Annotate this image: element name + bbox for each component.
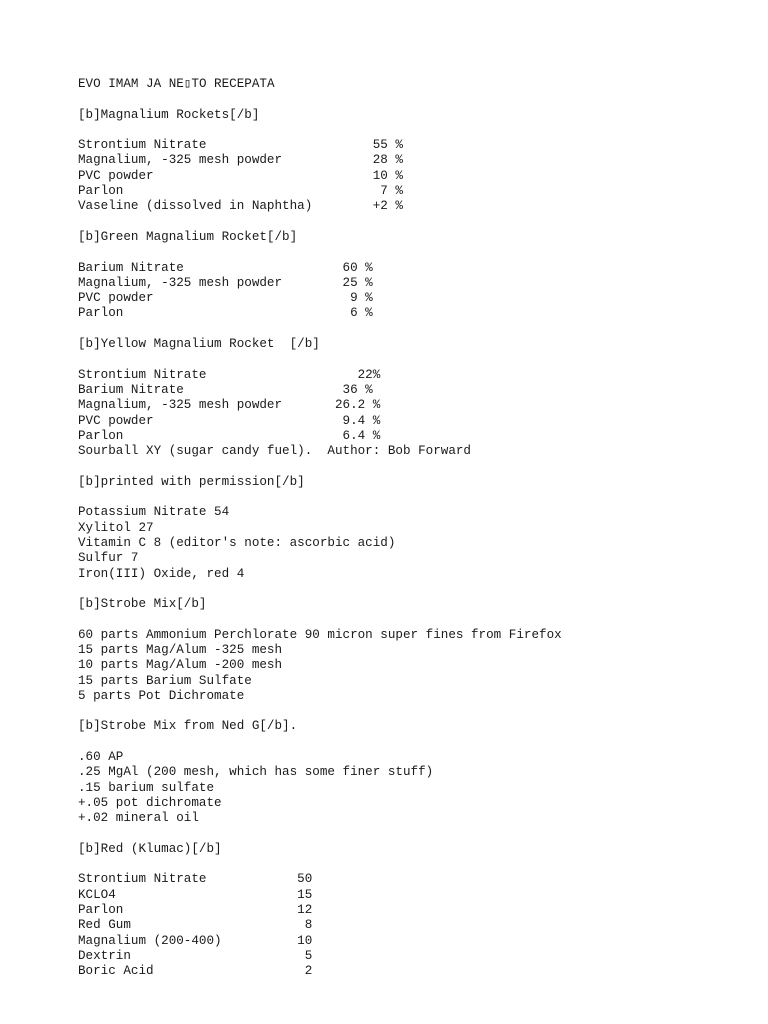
text-line: Magnalium, -325 mesh powder 25 % bbox=[78, 275, 373, 290]
text-line: Magnalium, -325 mesh powder 28 % bbox=[78, 153, 403, 168]
blank-line bbox=[78, 459, 758, 474]
text-line: +.05 pot dichromate bbox=[78, 795, 222, 810]
text-line: [b]Magnalium Rockets[/b] bbox=[78, 107, 260, 122]
document-body bbox=[78, 77, 758, 980]
text-line: 15 parts Mag/Alum -325 mesh bbox=[78, 642, 283, 657]
text-line: EVO IMAM JA NE▯TO RECEPATA bbox=[78, 77, 275, 91]
text-line: Strontium Nitrate 22% bbox=[78, 367, 381, 382]
text-line: Parlon 6.4 % bbox=[78, 428, 381, 443]
text-line: Boric Acid 2 bbox=[78, 964, 313, 979]
blank-line bbox=[78, 123, 758, 138]
text-line: Barium Nitrate 60 % bbox=[78, 260, 373, 275]
blank-line bbox=[78, 490, 758, 505]
text-line: Sulfur 7 bbox=[78, 551, 139, 566]
blank-line bbox=[78, 735, 758, 750]
text-line: 60 parts Ammonium Perchlorate 90 micron super fines from Firefox bbox=[78, 627, 562, 642]
blank-line bbox=[78, 322, 758, 337]
text-line: Sourball XY (sugar candy fuel). Author: Bob Forward bbox=[78, 444, 471, 459]
text-line: .60 AP bbox=[78, 750, 124, 765]
text-line: 5 parts Pot Dichromate bbox=[78, 688, 245, 703]
text-line: Xylitol 27 bbox=[78, 520, 154, 535]
text-line: [b]Green Magnalium Rocket[/b] bbox=[78, 229, 298, 244]
text-line: Vaseline (dissolved in Naphtha) +2 % bbox=[78, 199, 403, 214]
text-line: PVC powder 9 % bbox=[78, 291, 373, 306]
text-line: Barium Nitrate 36 % bbox=[78, 382, 373, 397]
text-line: Strontium Nitrate 50 bbox=[78, 872, 313, 887]
text-line: [b]printed with permission[/b] bbox=[78, 474, 305, 489]
text-line: KCLO4 15 bbox=[78, 887, 313, 902]
text-line: Strontium Nitrate 55 % bbox=[78, 138, 403, 153]
text-line: Magnalium (200-400) 10 bbox=[78, 933, 313, 948]
text-line: Iron(III) Oxide, red 4 bbox=[78, 566, 245, 581]
text-line: Potassium Nitrate 54 bbox=[78, 505, 230, 520]
text-line: [b]Red (Klumac)[/b] bbox=[78, 841, 222, 856]
text-line: Parlon 7 % bbox=[78, 184, 403, 199]
text-line: .15 barium sulfate bbox=[78, 780, 215, 795]
blank-line bbox=[78, 827, 758, 842]
text-line: .25 MgAl (200 mesh, which has some finer stuff) bbox=[78, 765, 434, 780]
blank-line bbox=[78, 352, 758, 367]
blank-line bbox=[78, 92, 758, 107]
text-line: [b]Strobe Mix from Ned G[/b]. bbox=[78, 719, 298, 734]
text-line: [b]Yellow Magnalium Rocket [/b] bbox=[78, 337, 320, 352]
text-line: [b]Strobe Mix[/b] bbox=[78, 597, 207, 612]
text-line: 15 parts Barium Sulfate bbox=[78, 673, 252, 688]
text-line: PVC powder 10 % bbox=[78, 168, 403, 183]
blank-line bbox=[78, 245, 758, 260]
text-line: Parlon 6 % bbox=[78, 306, 373, 321]
blank-line bbox=[78, 612, 758, 627]
text-line: +.02 mineral oil bbox=[78, 811, 199, 826]
text-line: Vitamin C 8 (editor's note: ascorbic acid) bbox=[78, 535, 396, 550]
text-line: Dextrin 5 bbox=[78, 948, 313, 963]
blank-line bbox=[78, 704, 758, 719]
text-line: Magnalium, -325 mesh powder 26.2 % bbox=[78, 398, 381, 413]
blank-line bbox=[78, 857, 758, 872]
text-line: 10 parts Mag/Alum -200 mesh bbox=[78, 658, 283, 673]
blank-line bbox=[78, 582, 758, 597]
blank-line bbox=[78, 215, 758, 230]
text-line: Red Gum 8 bbox=[78, 918, 313, 933]
text-line: Parlon 12 bbox=[78, 903, 313, 918]
text-line: PVC powder 9.4 % bbox=[78, 413, 381, 428]
